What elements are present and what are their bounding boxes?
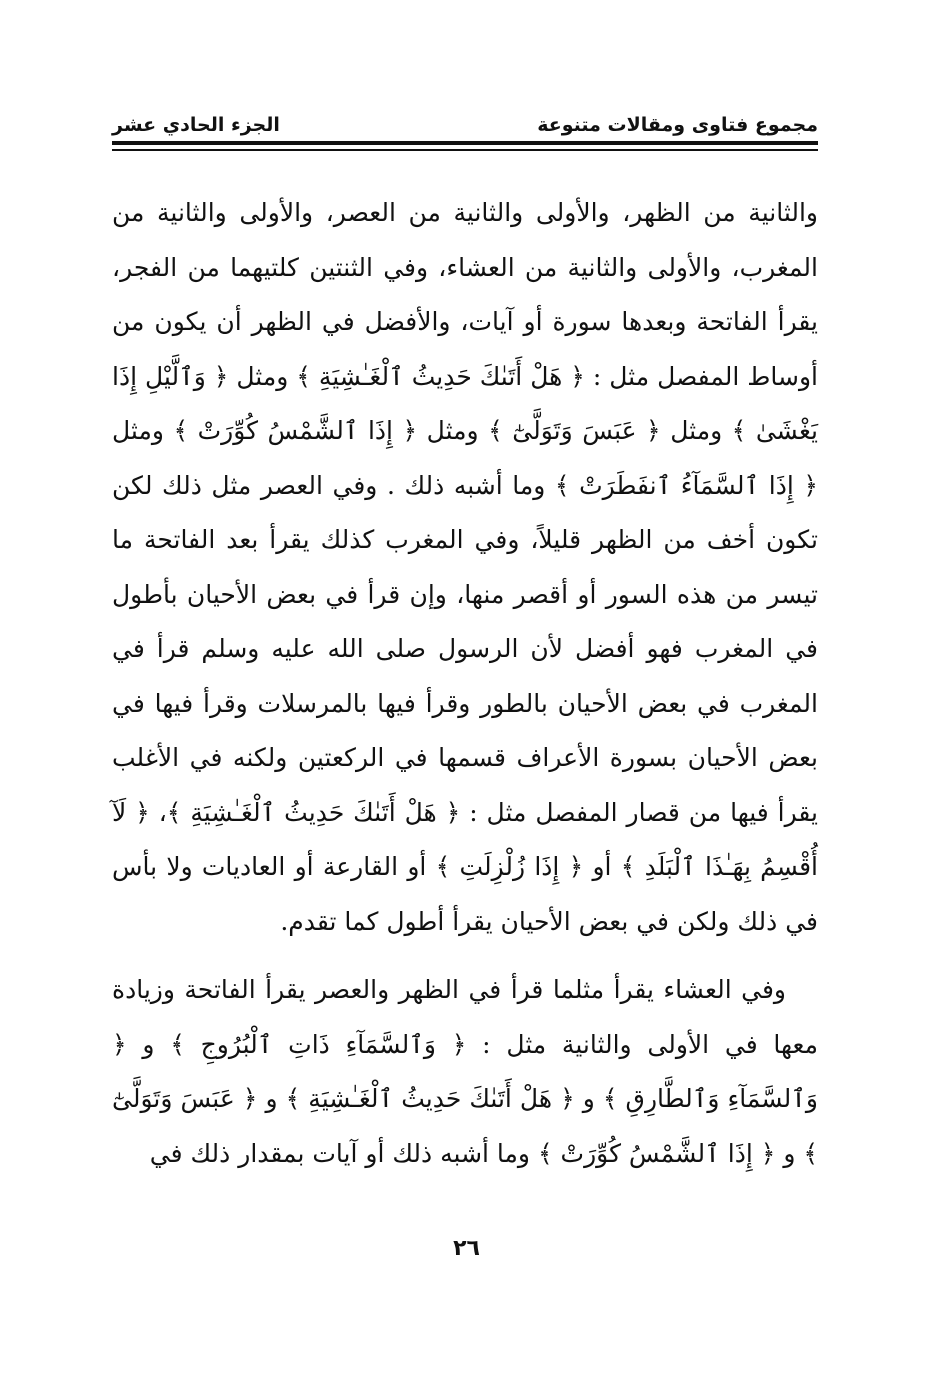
header-rule-thick (112, 141, 818, 145)
page-number: ٢٦ (453, 1236, 480, 1261)
header-rule-thin (112, 149, 818, 151)
running-header (112, 100, 818, 136)
book-title: مجموع فتاوى ومقالات متنوعة (537, 114, 818, 136)
page-body (112, 186, 818, 1181)
volume-label: الجزء الحادي عشر (112, 114, 280, 136)
body-paragraph-1: والثانية من الظهر، والأولى والثانية من العصر، والأولى والثانية من المغرب، والأولى والثانية من العشاء، وفي الثنتين كلتيهما من الفجر، يقرأ الفاتحة وبعدها سورة أو آيات، والأفضل في الظهر أن يكون من أوساط المفصل مثل : ﴿ هَلْ أَتَىٰكَ حَدِيثُ ٱلْغَـٰشِيَةِ ﴾ ومثل ﴿ وَٱلَّيْلِ إِذَا يَغْشَىٰ ﴾ ومثل ﴿ عَبَسَ وَتَوَلَّىٰٓ ﴾ ومثل ﴿ إِذَا ٱلشَّمْسُ كُوِّرَتْ ﴾ ومثل ﴿ إِذَا ٱلسَّمَآءُ ٱنفَطَرَتْ ﴾ وما أشبه ذلك . وفي العصر مثل ذلك لكن تكون أخف من الظهر قليلاً، وفي المغرب كذلك يقرأ بعد الفاتحة ما تيسر من هذه السور أو أقصر منها، وإن قرأ في بعض الأحيان بأطول في المغرب فهو أفضل لأن الرسول صلى الله عليه وسلم قرأ في المغرب في بعض الأحيان بالطور وقرأ فيها بالمرسلات وقرأ فيها في بعض الأحيان بسورة الأعراف قسمها في الركعتين ولكنه في الأغلب يقرأ فيها من قصار المفصل مثل : ﴿ هَلْ أَتَىٰكَ حَدِيثُ ٱلْغَـٰشِيَةِ ﴾، ﴿ لَآ أُقْسِمُ بِهَـٰذَا ٱلْبَلَدِ ﴾ أو ﴿ إِذَا زُلْزِلَتِ ﴾ أو القارعة أو العاديات ولا بأس في ذلك ولكن في بعض الأحيان يقرأ أطول كما تقدم. (112, 198, 818, 936)
body-paragraph-2: وفي العشاء يقرأ مثلما قرأ في الظهر والعصر يقرأ الفاتحة وزيادة معها في الأولى والثانية مثل : ﴿ وَٱلسَّمَآءِ ذَاتِ ٱلْبُرُوجِ ﴾ و ﴿ وَٱلسَّمَآءِ وَٱلطَّارِقِ ﴾ و ﴿ هَلْ أَتَىٰكَ حَدِيثُ ٱلْغَـٰشِيَةِ ﴾ و ﴿ عَبَسَ وَتَوَلَّىٰٓ ﴾ و ﴿ إِذَا ٱلشَّمْسُ كُوِّرَتْ ﴾ وما أشبه ذلك أو آيات بمقدار ذلك في (112, 975, 818, 1168)
